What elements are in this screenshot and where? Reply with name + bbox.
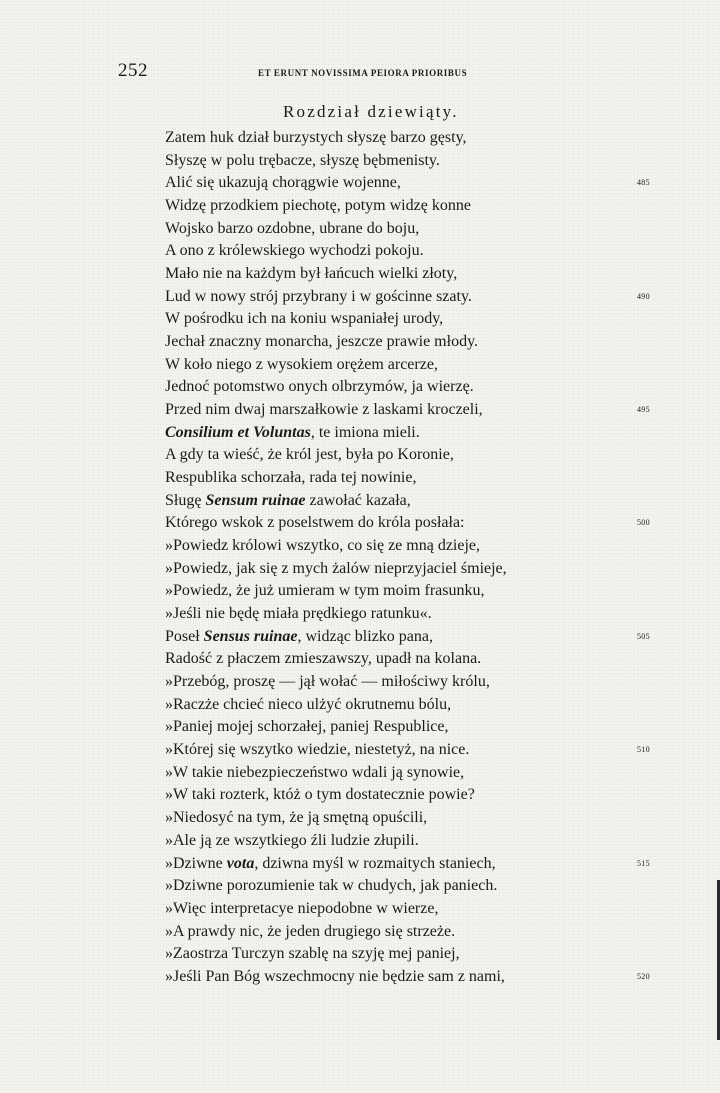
verse-line <box>165 376 665 399</box>
verse-text <box>165 127 467 150</box>
verse-text <box>165 626 433 649</box>
line-number: 485 <box>637 178 650 188</box>
verse-text <box>165 218 419 241</box>
verse-segment: »Niedosyć na tym, że ją smętną opuścili, <box>165 809 428 827</box>
verse-segment: Sługę <box>165 491 206 509</box>
verse-line <box>165 512 665 535</box>
verse-text <box>165 875 497 898</box>
verse-segment: »Jeśli Pan Bóg wszechmocny nie będzie sam z nami, <box>165 967 505 985</box>
verse-line <box>165 535 665 558</box>
verse-segment: »Powiedz, że już umieram w tym moim frasunku, <box>165 582 485 600</box>
verse-line <box>165 467 665 490</box>
verse-line <box>165 966 665 989</box>
verse-line <box>165 671 665 694</box>
verse-line <box>165 422 665 445</box>
verse-list <box>165 127 665 989</box>
verse-segment: , te imiona mieli. <box>310 423 420 441</box>
verse-segment: »Przebóg, proszę — jął wołać — miłościwy królu, <box>165 673 490 691</box>
running-head: ET ERUNT NOVISSIMA PEIORA PRIORIBUS <box>258 68 468 78</box>
verse-segment: »Powiedz, jak się z mych żalów nieprzyjaciel śmieje, <box>165 559 507 577</box>
verse-latin-phrase: Sensum ruinae <box>205 491 306 509</box>
verse-line <box>165 308 665 331</box>
verse-text <box>165 694 451 717</box>
page-number: 252 <box>118 60 148 81</box>
verse-text <box>165 739 469 762</box>
verse-text <box>165 830 419 853</box>
verse-line <box>165 943 665 966</box>
verse-line <box>165 603 665 626</box>
verse-segment: »Raczże chcieć nieco ulżyć okrutnemu bólu, <box>165 695 452 713</box>
chapter-title: Rozdział dziewiąty. <box>283 102 459 121</box>
verse-segment: Radość z płaczem zmieszawszy, upadł na kolana. <box>165 650 482 668</box>
verse-segment: Przed nim dwaj marszałkowie z laskami kroczeli, <box>165 401 483 419</box>
verse-segment: A ono z królewskiego wychodzi pokoju. <box>165 242 424 260</box>
verse-line <box>165 399 665 422</box>
verse-segment: W koło niego z wysokiem orężem arcerze, <box>165 355 438 373</box>
verse-line <box>165 172 665 195</box>
verse-segment: »Więc interpretacye niepodobne w wierze, <box>165 899 439 917</box>
verse-segment: »Której się wszytko wiedzie, niestetyż, na nice. <box>165 741 470 759</box>
verse-text <box>165 580 484 603</box>
verse-segment: Lud w nowy strój przybrany i w gościnne szaty. <box>165 287 472 305</box>
verse-text <box>165 422 420 445</box>
verse-text <box>165 240 424 263</box>
verse-text <box>165 853 496 876</box>
verse-text <box>165 467 416 490</box>
verse-line <box>165 921 665 944</box>
verse-segment: »Jeśli nie będę miała prędkiego ratunku«. <box>165 605 432 623</box>
verse-text <box>165 399 483 422</box>
verse-line <box>165 694 665 717</box>
verse-segment: »Dziwne <box>165 854 227 872</box>
verse-segment: , dziwna myśl w rozmaitych staniech, <box>254 854 496 872</box>
verse-latin-phrase: Sensus ruinae <box>203 627 298 645</box>
verse-segment: »Paniej mojej schorzałej, paniej Respublice, <box>165 718 449 736</box>
verse-segment: Wojsko barzo ozdobne, ubrane do boju, <box>165 219 420 237</box>
verse-latin-phrase: vota <box>226 854 255 872</box>
verse-text <box>165 603 432 626</box>
verse-line <box>165 762 665 785</box>
verse-line <box>165 648 665 671</box>
verse-text <box>165 943 460 966</box>
verse-line <box>165 875 665 898</box>
verse-text <box>165 490 411 513</box>
verse-segment: Jechał znaczny monarcha, jeszcze prawie młody. <box>165 333 479 351</box>
verse-line <box>165 558 665 581</box>
verse-text <box>165 807 427 830</box>
verse-line <box>165 716 665 739</box>
verse-text <box>165 762 464 785</box>
verse-line <box>165 195 665 218</box>
verse-segment: Jednoć potomstwo onych olbrzymów, ja wierzę. <box>165 378 474 396</box>
verse-segment: »Ale ją ze wszytkiego źli ludzie złupili. <box>165 831 419 849</box>
verse-text <box>165 376 474 399</box>
verse-segment: »Dziwne porozumienie tak w chudych, jak paniech. <box>165 877 498 895</box>
verse-text <box>165 648 481 671</box>
verse-segment: Mało nie na każdym był łańcuch wielki złoty, <box>165 265 458 283</box>
verse-text <box>165 286 472 309</box>
verse-line <box>165 218 665 241</box>
verse-segment: »W takie niebezpieczeństwo wdali ją synowie, <box>165 763 465 781</box>
verse-segment: Respublika schorzała, rada tej nowinie, <box>165 469 417 487</box>
verse-line <box>165 150 665 173</box>
verse-line <box>165 127 665 150</box>
verse-line <box>165 830 665 853</box>
verse-segment: Zatem huk dział burzystych słyszę barzo gęsty, <box>165 129 467 146</box>
verse-text <box>165 716 448 739</box>
verse-line <box>165 784 665 807</box>
verse-text <box>165 512 465 535</box>
verse-segment: A gdy ta wieść, że król jest, była po Koronie, <box>165 446 454 464</box>
verse-segment: Widzę przodkiem piechotę, potym widzę konne <box>165 197 471 215</box>
verse-text <box>165 671 490 694</box>
verse-line <box>165 444 665 467</box>
verse-text <box>165 354 438 377</box>
verse-line <box>165 240 665 263</box>
verse-segment: Poseł <box>165 627 204 645</box>
verse-text <box>165 558 507 581</box>
verse-text <box>165 331 478 354</box>
verse-text <box>165 921 455 944</box>
line-number: 510 <box>637 745 650 755</box>
verse-segment: »A prawdy nic, że jeden drugiego się strzeże. <box>165 922 456 940</box>
line-number: 495 <box>637 405 650 415</box>
line-number: 505 <box>637 631 650 641</box>
line-number: 490 <box>637 291 650 301</box>
verse-segment: zawołać kazała, <box>305 491 411 509</box>
verse-text <box>165 150 440 173</box>
verse-segment: »Powiedz królowi wszytko, co się ze mną dzieje, <box>165 537 481 555</box>
verse-segment: »W taki rozterk, któż o tym dostatecznie powie? <box>165 786 475 804</box>
verse-text <box>165 784 475 807</box>
verse-text <box>165 263 457 286</box>
line-number: 515 <box>637 858 650 868</box>
verse-line <box>165 263 665 286</box>
verse-line <box>165 286 665 309</box>
verse-line <box>165 580 665 603</box>
verse-text <box>165 308 443 331</box>
verse-text <box>165 172 401 195</box>
line-number: 500 <box>637 518 650 528</box>
verse-text <box>165 535 480 558</box>
verse-text <box>165 444 454 467</box>
verse-line <box>165 898 665 921</box>
verse-line <box>165 331 665 354</box>
verse-segment: Którego wskok z poselstwem do króla posłała: <box>165 514 465 532</box>
verse-line <box>165 853 665 876</box>
line-number: 520 <box>637 971 650 981</box>
verse-line <box>165 626 665 649</box>
verse-line <box>165 807 665 830</box>
verse-text <box>165 966 505 989</box>
verse-text <box>165 898 438 921</box>
verse-segment: , widząc blizko pana, <box>297 627 433 645</box>
verse-segment: Alić się ukazują chorągwie wojenne, <box>165 174 401 192</box>
verse-segment: W pośrodku ich na koniu wspaniałej urody, <box>165 310 444 328</box>
verse-segment: Słyszę w polu trębacze, słyszę bębmenisty. <box>165 151 440 169</box>
verse-latin-phrase: Consilium et Voluntas <box>165 423 311 441</box>
verse-segment: »Zaostrza Turczyn szablę na szyję mej paniej, <box>165 945 460 963</box>
verse-line <box>165 354 665 377</box>
verse-text <box>165 195 471 218</box>
verse-line <box>165 490 665 513</box>
verse-line <box>165 739 665 762</box>
